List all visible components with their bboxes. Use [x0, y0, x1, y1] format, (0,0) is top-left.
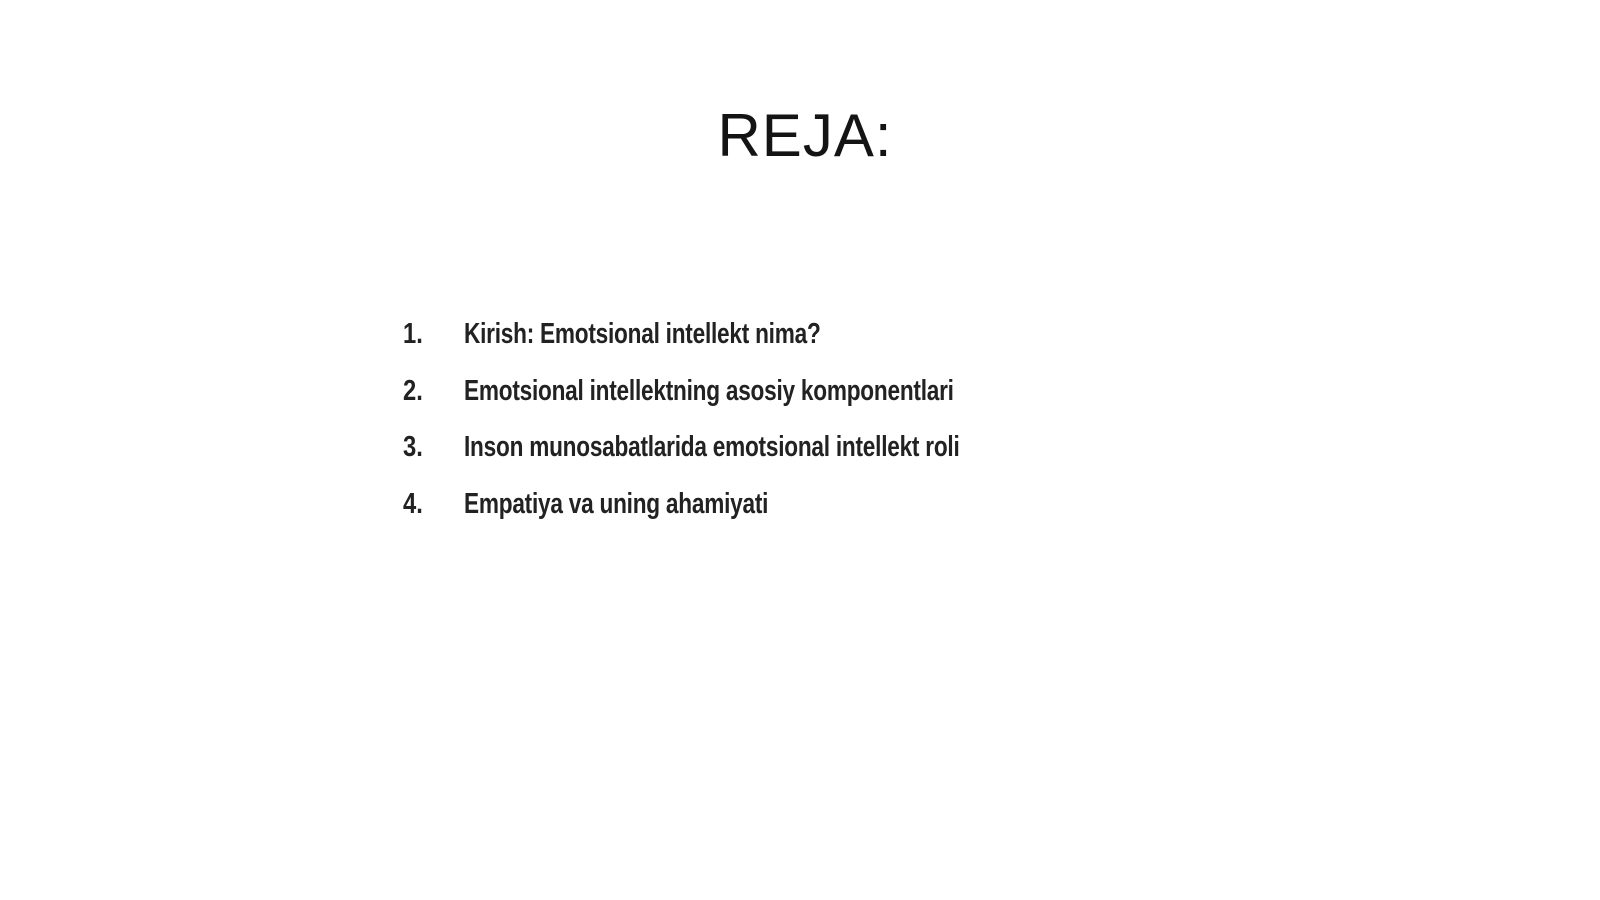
agenda-item-number: 3. [403, 431, 423, 463]
agenda-item-number: 4. [403, 487, 423, 520]
agenda-item-text: Empatiya va uning ahamiyati [464, 487, 769, 520]
agenda-item-number: 1. [403, 318, 423, 350]
agenda-item-text: Inson munosabatlarida emotsional intellekt roli [464, 431, 960, 463]
agenda-item-text: Emotsional intellektning asosiy komponentlari [464, 374, 954, 407]
agenda-item [403, 488, 1099, 545]
slide-title: REJA: [717, 102, 893, 169]
agenda-item-text: Kirish: Emotsional intellekt nima? [464, 318, 821, 350]
agenda-item-number: 2. [403, 374, 423, 407]
agenda-list [403, 318, 1099, 544]
agenda-item [403, 431, 1099, 488]
agenda-item [403, 375, 1099, 432]
agenda-item [403, 318, 1099, 375]
